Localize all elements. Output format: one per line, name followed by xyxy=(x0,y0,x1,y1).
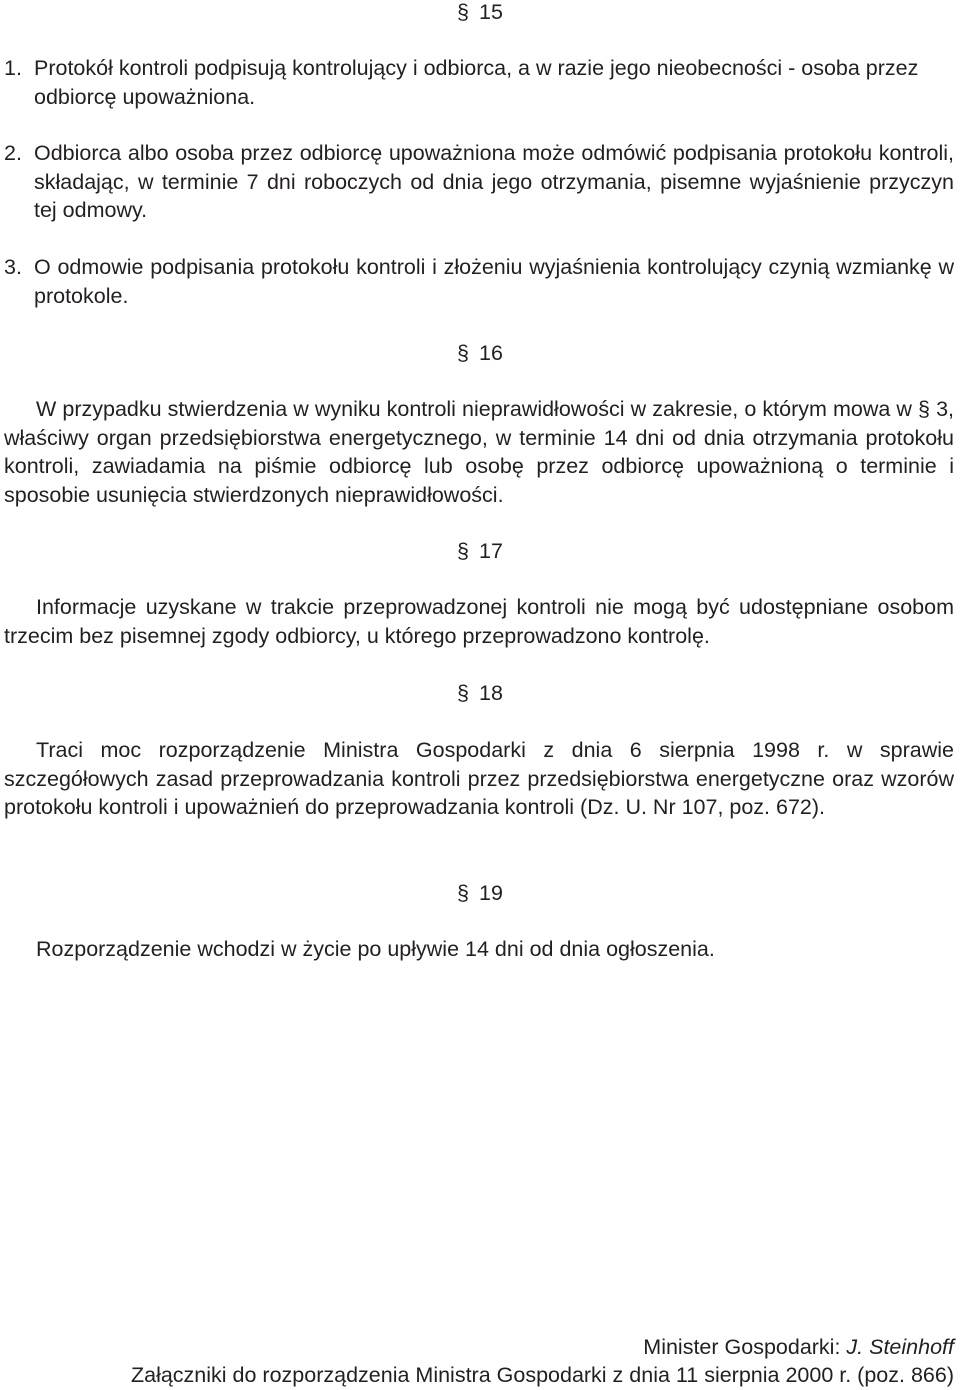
section-heading-18 xyxy=(0,679,960,707)
attachments-note: Załączniki do rozporządzenia Ministra Gospodarki z dnia 11 sierpnia 2000 r. (poz. 866) xyxy=(130,1363,954,1387)
section-heading-19 xyxy=(0,879,960,907)
paragraph-text-part-2: 3, właściwy organ przedsiębiorstwa energetycznego, w terminie 14 dni od dnia otrzymania protokołu kontroli, zawiadamia na piśmie odbiorcę lub osobę przez odbiorcę upoważnioną o terminie i sposobie usunięcia stwierdzonych nieprawidłowości. xyxy=(4,397,954,507)
section-heading-16 xyxy=(0,339,960,367)
signature-line xyxy=(643,1333,954,1361)
section-symbol: § xyxy=(457,881,470,905)
item-number: 3. xyxy=(4,255,22,279)
section-15-item-3 xyxy=(4,253,954,310)
section-number: 18 xyxy=(479,681,503,705)
paragraph-text: Traci moc rozporządzenie Ministra Gospodarki z dnia 6 sierpnia 1998 r. w sprawie szczegółowych zasad przeprowadzania kontroli przez przedsiębiorstwa energetyczne oraz wzorów protokołu kontroli i upoważnień do przeprowadzania kontroli (Dz. U. Nr 107, poz. 672). xyxy=(4,738,954,819)
section-heading-15 xyxy=(0,0,960,26)
item-number: 1. xyxy=(4,56,22,80)
section-symbol: § xyxy=(457,681,470,705)
section-number: 15 xyxy=(479,0,503,24)
paragraph-text: Rozporządzenie wchodzi w życie po upływie 14 dni od dnia ogłoszenia. xyxy=(36,937,715,961)
section-symbol: § xyxy=(457,539,470,563)
section-18-paragraph xyxy=(4,736,954,822)
signature-name: J. Steinhoff xyxy=(846,1335,954,1359)
section-symbol: § xyxy=(457,341,470,365)
signature-label: Minister Gospodarki: xyxy=(643,1335,841,1359)
section-symbol: § xyxy=(457,0,470,24)
item-text: Protokół kontroli podpisują kontrolujący i odbiorca, a w razie jego nieobecności - osoba przez odbiorcę upoważniona. xyxy=(34,56,919,109)
section-number: 17 xyxy=(479,539,503,563)
section-number: 16 xyxy=(479,341,503,365)
section-number: 19 xyxy=(479,881,503,905)
paragraph-text-part-1: W przypadku stwierdzenia w wyniku kontroli nieprawidłowości w zakresie, o którym mowa w xyxy=(36,397,919,421)
item-number: 2. xyxy=(4,141,22,165)
paragraph-text: Informacje uzyskane w trakcie przeprowadzonej kontroli nie mogą być udostępniane osobom trzecim bez pisemnej zgody odbiorcy, u którego przeprowadzono kontrolę. xyxy=(4,595,954,648)
item-text: O odmowie podpisania protokołu kontroli i złożeniu wyjaśnienia kontrolujący czynią wzmiankę w protokole. xyxy=(34,255,954,308)
item-text: Odbiorca albo osoba przez odbiorcę upoważniona może odmówić podpisania protokołu kontroli, składając, w terminie 7 dni roboczych od dnia jego otrzymania, pisemne wyjaśnienie przyczyn tej odmowy. xyxy=(34,141,954,222)
section-reference-symbol: § xyxy=(918,397,930,421)
section-15-item-2 xyxy=(4,139,954,225)
section-15-item-1 xyxy=(4,54,954,111)
section-19-paragraph xyxy=(4,935,954,964)
section-16-paragraph xyxy=(4,395,954,509)
section-heading-17 xyxy=(0,537,960,565)
section-17-paragraph xyxy=(4,593,954,650)
